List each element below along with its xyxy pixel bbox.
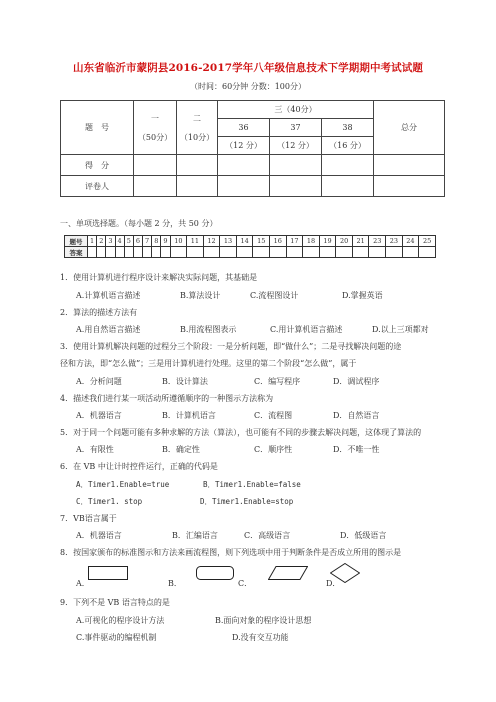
section-one-cell (134, 101, 177, 155)
answer-blank-cell[interactable] (303, 247, 320, 258)
answer-number-cell: 5 (124, 236, 133, 247)
answer-blank-cell[interactable] (270, 247, 287, 258)
answer-blank-cell[interactable] (203, 247, 220, 258)
score-cell[interactable] (177, 155, 218, 176)
answer-number-cell: 25 (419, 236, 436, 247)
diamond-shape-icon (330, 563, 360, 583)
q1-option-c[interactable]: C.流程图设计 (250, 291, 299, 300)
question-3-line-2: 径和方法，即“怎么做”；三是用计算机进行处理。这里的第二个阶段“怎么做”，属于 (60, 359, 357, 368)
q5-option-c[interactable]: C．顺序性 (254, 445, 293, 454)
answer-blank-cell[interactable] (152, 247, 161, 258)
grader-cell[interactable] (322, 176, 374, 197)
q4-option-a[interactable]: A．机器语言 (76, 411, 122, 420)
q7-option-c[interactable]: C．高级语言 (244, 531, 291, 540)
answer-number-cell: 15 (253, 236, 270, 247)
q2-option-a[interactable]: A.用自然语言描述 (76, 325, 141, 334)
answer-blank-cell[interactable] (88, 247, 97, 258)
q9-option-d[interactable]: D.没有交互功能 (232, 633, 289, 642)
answer-number-cell: 8 (152, 236, 161, 247)
answer-blank-cell[interactable] (369, 247, 386, 258)
answer-table (64, 235, 436, 258)
grader-cell[interactable] (270, 176, 322, 197)
q8-option-a[interactable]: A． (76, 579, 90, 588)
q2-option-c[interactable]: C.用计算机语言描述 (270, 325, 343, 334)
answer-blank-cell[interactable] (352, 247, 369, 258)
q4-option-b[interactable]: B．计算机语言 (162, 411, 216, 420)
question-6: 6．在 VB 中让计时控件运行，正确的代码是 (60, 462, 218, 471)
answer-number-cell: 6 (133, 236, 142, 247)
score-cell[interactable] (270, 155, 322, 176)
rectangle-shape-icon (88, 566, 128, 580)
q1-option-d[interactable]: D.掌握英语 (342, 291, 383, 300)
q3-option-a[interactable]: A．分析问题 (76, 377, 122, 386)
answer-number-cell: 17 (286, 236, 303, 247)
answer-blank-row (65, 247, 436, 258)
tihao-cell: 题 号 (61, 101, 134, 155)
answer-blank-cell[interactable] (419, 247, 436, 258)
q2-option-d[interactable]: D.以上三项都对 (372, 325, 429, 334)
q5-option-b[interactable]: B．确定性 (162, 445, 200, 454)
score-cell[interactable] (134, 155, 177, 176)
section1-heading: 一、单项选择题。（每小题 2 分，共 50 分） (60, 219, 218, 228)
answer-number-cell: 1 (88, 236, 97, 247)
pingjuan-cell: 评卷人 (61, 176, 134, 197)
question-8: 8．按国家颁布的标准图示和方法来画流程图，则下列选项中用于判断条件是否成立所用的图示是 (60, 548, 402, 557)
answer-number-cell: 4 (115, 236, 124, 247)
answer-number-cell: 19 (319, 236, 336, 247)
answer-blank-cell[interactable] (133, 247, 142, 258)
answer-number-cell: 23 (369, 236, 386, 247)
q8-option-d[interactable]: D． (326, 579, 341, 588)
answer-number-cell: 9 (161, 236, 170, 247)
answer-number-cell: 21 (352, 236, 369, 247)
answer-blank-cell[interactable] (402, 247, 419, 258)
q9-option-c[interactable]: C.事件驱动的编程机制 (76, 633, 157, 642)
section-two-cell (177, 101, 218, 155)
exam-subtitle: （时间：60分钟 分数：100分） (190, 82, 306, 91)
q6-option-d[interactable]: D．Timer1.Enable=stop (200, 497, 294, 506)
q38-label: 38 (322, 119, 374, 137)
q1-option-b[interactable]: B.算法设计 (180, 291, 221, 300)
q6-option-c[interactable]: C．Timer1. stop (76, 497, 143, 506)
defen-cell: 得 分 (61, 155, 134, 176)
answer-blank-cell[interactable] (143, 247, 152, 258)
question-4: 4．描述我们进行某一项活动所遵循顺序的一种图示方法称为 (60, 394, 274, 403)
section-two-points: （10分） (179, 132, 215, 142)
q6-option-b[interactable]: B．Timer1.Enable=false (203, 480, 301, 489)
answer-blank-cell[interactable] (286, 247, 303, 258)
score-cell[interactable] (322, 155, 374, 176)
q1-option-a[interactable]: A.计算机语言描述 (76, 291, 141, 300)
question-7: 7．VB语言属于 (60, 514, 117, 523)
answer-row2-label: 答案 (65, 247, 88, 258)
answer-blank-cell[interactable] (336, 247, 353, 258)
answer-blank-cell[interactable] (187, 247, 204, 258)
score-cell[interactable] (374, 155, 445, 176)
q6-option-a[interactable]: A．Timer1.Enable=true (76, 480, 170, 489)
answer-blank-cell[interactable] (253, 247, 270, 258)
q2-option-b[interactable]: B.用流程图表示 (180, 325, 237, 334)
question-9: 9．下列不是 VB 语言特点的是 (60, 598, 170, 607)
exam-title: 山东省临沂市蒙阴县2016-2017学年八年级信息技术下学期期中考试试题 (73, 62, 423, 74)
q7-option-b[interactable]: B．汇编语言 (172, 531, 218, 540)
answer-blank-cell[interactable] (161, 247, 170, 258)
q4-option-c[interactable]: C．流程图 (254, 411, 293, 420)
answer-number-cell: 16 (270, 236, 287, 247)
question-5: 5．对于同一个问题可能有多种求解的方法（算法），也可能有不同的步骤去解决问题，这体现了算法的 (60, 428, 422, 437)
answer-number-cell: 10 (170, 236, 187, 247)
grader-cell[interactable] (374, 176, 445, 197)
q37-points: （12 分） (270, 137, 322, 155)
question-3-line-1: 3．使用计算机解决问题的过程分三个阶段：一是分析问题，即“做什么”；二是寻找解决问题的途 (60, 342, 402, 351)
answer-number-cell: 13 (220, 236, 237, 247)
total-cell: 总分 (374, 101, 445, 155)
q3-option-c[interactable]: C．编写程序 (254, 377, 301, 386)
answer-blank-cell[interactable] (220, 247, 237, 258)
answer-row1-label: 题号 (65, 236, 88, 247)
answer-blank-cell[interactable] (236, 247, 253, 258)
answer-number-row (65, 236, 436, 247)
answer-blank-cell[interactable] (115, 247, 124, 258)
q7-option-d[interactable]: D．低级语言 (340, 531, 387, 540)
q8-option-b[interactable]: B． (168, 579, 182, 588)
section-three-header: 三（40分） (218, 101, 374, 119)
answer-blank-cell[interactable] (319, 247, 336, 258)
q7-option-a[interactable]: A．机器语言 (76, 531, 122, 540)
answer-number-cell: 14 (236, 236, 253, 247)
q37-label: 37 (270, 119, 322, 137)
grader-cell[interactable] (177, 176, 218, 197)
answer-number-cell: 2 (97, 236, 106, 247)
answer-number-cell: 7 (143, 236, 152, 247)
q4-option-d[interactable]: D．自然语言 (333, 411, 380, 420)
grader-cell[interactable] (134, 176, 177, 197)
q3-option-b[interactable]: B．设计算法 (162, 377, 208, 386)
rounded-rectangle-shape-icon (196, 566, 234, 580)
q5-option-a[interactable]: A．有限性 (76, 445, 114, 454)
answer-blank-cell[interactable] (386, 247, 403, 258)
answer-blank-cell[interactable] (97, 247, 106, 258)
q38-points: （16 分） (322, 137, 374, 155)
q3-option-d[interactable]: D．调试程序 (333, 377, 380, 386)
answer-number-cell: 18 (303, 236, 320, 247)
answer-blank-cell[interactable] (124, 247, 133, 258)
grader-cell[interactable] (218, 176, 270, 197)
section-one-points: （50分） (137, 132, 173, 142)
answer-number-cell: 24 (402, 236, 419, 247)
question-1: 1．使用计算机进行程序设计来解决实际问题，其基础是 (60, 273, 258, 282)
answer-number-cell: 11 (187, 236, 204, 247)
q36-points: （12 分） (218, 137, 270, 155)
q9-option-a[interactable]: A.可视化的程序设计方法 (76, 616, 165, 625)
parallelogram-shape-icon (268, 566, 308, 580)
answer-number-cell: 20 (336, 236, 353, 247)
q9-option-b[interactable]: B.面向对象的程序设计思想 (215, 616, 312, 625)
section-two-label: 二 (193, 113, 201, 123)
answer-number-cell: 23 (386, 236, 403, 247)
answer-number-cell: 12 (203, 236, 220, 247)
score-cell[interactable] (218, 155, 270, 176)
answer-number-cell: 3 (106, 236, 115, 247)
q36-label: 36 (218, 119, 270, 137)
score-table (60, 100, 445, 197)
section-one-label: 一 (151, 113, 159, 123)
q5-option-d[interactable]: D．不唯一性 (333, 445, 380, 454)
answer-blank-cell[interactable] (170, 247, 187, 258)
question-2: 2．算法的描述方法有 (60, 308, 138, 317)
q8-option-c[interactable]: C． (238, 579, 253, 588)
answer-blank-cell[interactable] (106, 247, 115, 258)
